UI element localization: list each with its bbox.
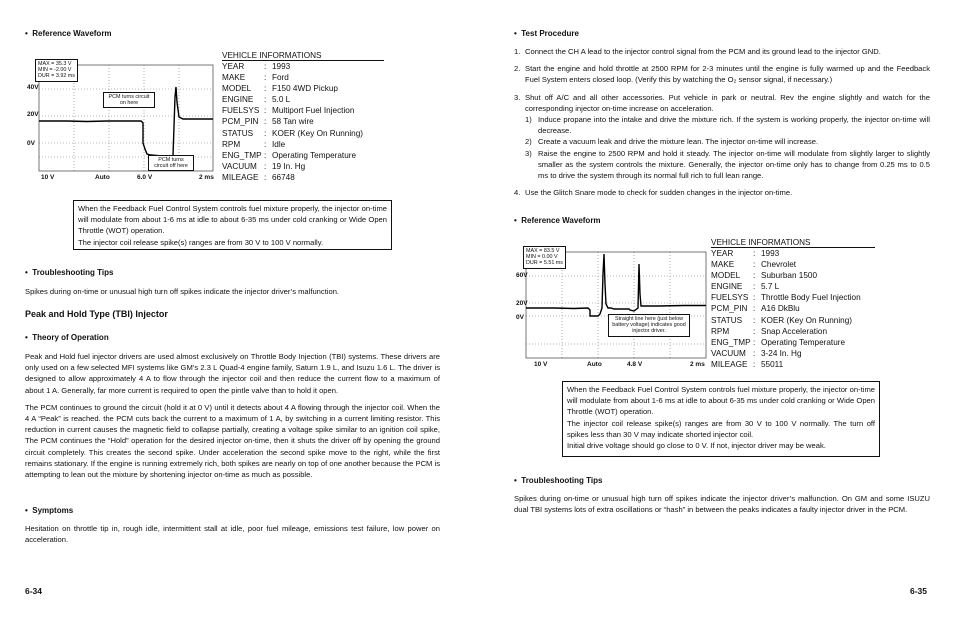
note-box-left [73,200,392,250]
y-label-20v: 20V [516,300,528,307]
callout-pcm-off: PCM turns circuit off here [148,155,194,171]
vehicle-info-table [222,61,384,183]
page-number-left: 6-34 [25,586,43,596]
vehicle-info-colon: : [264,161,267,171]
vehicle-info-colon: : [753,293,756,303]
vehicle-info-value: 1993 [761,249,780,258]
vehicle-info-key: YEAR [711,249,734,258]
vehicle-info-key: PCM_PIN [222,117,259,127]
vehicle-info-key: FUELSYS [222,106,260,116]
vehicle-info-key: ENGINE [711,282,743,292]
troubleshooting-heading-right: • Troubleshooting Tips [514,476,603,485]
vehicle-info-colon: : [264,73,267,83]
vehicle-info-row [222,105,384,116]
ref-waveform-heading-right: • Reference Waveform [514,216,601,225]
substep-item: 3) Raise the engine to 2500 RPM and hold it steady. The injector on-time will modulate from slightly larger to slightly smaller as the system controls the mixture. Generally, the injector on-time only has to change from 0.25 ms to 0.5 ms to drive the system through its normal full rich to full lean range. [525,148,930,181]
vehicle-info-value: 66748 [272,172,295,182]
vehicle-info-value: 58 Tan wire [272,117,314,127]
vehicle-info-value: Operating Temperature [761,337,846,347]
vehicle-info-key: MODEL [222,84,252,94]
step-item: 2. Start the engine and hold throttle at 2500 RPM for 2-3 minutes until the engine is fully warmed up and the Feedback Fuel System enters closed loop. (Verify this by watching the O₂ sensor signal, if necessary.) [514,64,930,85]
vehicle-info-colon: : [264,128,267,138]
step-item: 1. Connect the CH A lead to the injector control signal from the PCM and its ground lead to the injector GND. [514,47,881,56]
vehicle-info-row [222,83,384,94]
vehicle-info-value: Snap Acceleration [761,326,827,336]
vehicle-info-colon: : [753,271,756,281]
vehicle-info-value: Chevrolet [761,260,797,270]
vehicle-info-key: RPM [222,139,241,149]
theory-text [25,351,440,486]
vehicle-info-row [711,292,875,303]
symptoms-heading: • Symptoms [25,506,74,515]
vehicle-info-colon: : [753,337,756,347]
vehicle-info-colon: : [264,150,267,160]
vehicle-info-row [222,94,384,105]
vehicle-info-key: STATUS [222,128,254,138]
vehicle-info-row [711,259,875,270]
vehicle-info-key: PCM_PIN [711,304,748,314]
vehicle-info-title: VEHICLE INFORMATIONS [711,238,875,248]
vehicle-info-row [222,150,384,161]
vehicle-info-key: MILEAGE [711,359,748,369]
theory-paragraph: Peak and Hold fuel injector drivers are used almost exclusively on Throttle Body Injection (TBI) systems. These drivers are only used on a few selected MFI systems like GM’s 2.3 L Quad-4 engine family, Saturn 1.9 L, and Isuzu 1.6 L. The driver is designed to allow approximately 4 A to flow through the injector coil and then reduce the current flow to a maximum of about 1 A. Generally, far more current is required to open the pintle valve than to hold it open. [25,352,440,395]
page-number-right: 6-35 [910,586,928,596]
y-label-0v: 0V [27,140,35,147]
vehicle-info-row [222,72,384,83]
vehicle-info-value: KOER (Key On Running) [272,128,364,138]
vehicle-info-value: 5.0 L [272,95,291,105]
theory-heading: • Theory of Operation [25,333,109,342]
vehicle-info-value: F150 4WD Pickup [272,84,338,94]
vehicle-info-row [222,161,384,172]
vehicle-info-key: VACUUM [711,348,746,358]
vehicle-info-colon: : [264,106,267,116]
test-procedure-heading: • Test Procedure [514,29,579,38]
step-item: 3. Shut off A/C and all other accessories. Put vehicle in park or neutral. Rev the engine slightly and watch for the corresponding injector on-time increase on acceleration. [514,92,930,113]
waveform-scope-right [514,244,710,370]
note-line: When the Feedback Fuel Control System controls fuel mixture properly, the injector on-time will modulate from about 1-6 ms at idle to about 6-35 ms under cold cranking or Wide Open Throttle (WOT) operation. [567,385,875,417]
ref-waveform-heading-left: • Reference Waveform [25,29,112,38]
vehicle-info-value: Ford [272,73,289,83]
note-line: The injector coil release spike(s) ranges are from 30 V to 100 V normally. [78,237,324,247]
vehicle-info-value: 5.7 L [761,282,780,292]
vehicle-info-key: MAKE [222,73,246,83]
vehicle-info-colon: : [264,117,267,127]
y-label-60v: 60V [516,272,528,279]
note-box-right [562,381,880,457]
vehicle-info-value: 3-24 In. Hg [761,348,802,358]
vehicle-info-key: MAKE [711,260,735,270]
vehicle-info-key: MILEAGE [222,172,259,182]
vehicle-info-row [711,348,875,359]
waveform-stats-right: MAX = 83.5 V MIN = 0.00 V DUR = 5.51 ms [523,246,566,269]
waveform-stats-left: MAX = 35.3 V MIN = -2.00 V DUR = 3.92 ms [35,59,78,82]
vehicle-info-key: FUELSYS [711,293,749,303]
vehicle-info-key: ENG_TMP [711,337,751,347]
troubleshooting-text-right: Spikes during on-time or unusual high turn off spikes indicate the injector driver’s malfunction. On GM and some ISUZU dual TBI systems lots of extra oscillations or “hash” in between the peaks indicates a faulty injector driver in the PCM. [514,494,930,515]
vehicle-info-key: ENG_TMP [222,150,262,160]
note-line: Initial drive voltage should go close to 0 V. If not, injector driver may be weak. [567,441,826,451]
vehicle-info-value: KOER (Key On Running) [761,315,853,325]
substep-item: 1) Induce propane into the intake and drive the mixture rich. If the system is working properly, the injector on-time will decrease. [525,115,930,136]
x-label-time: 2 ms [690,361,705,368]
vehicle-info-value: 1993 [272,62,291,71]
vehicle-info-value: Suburban 1500 [761,271,817,281]
x-label-auto: Auto [587,361,602,368]
vehicle-info-right [711,238,875,370]
vehicle-info-value: Operating Temperature [272,150,357,160]
x-label-auto: Auto [95,174,110,181]
x-label-volts: 10 V [534,361,548,368]
vehicle-info-colon: : [753,326,756,336]
vehicle-info-row [711,270,875,281]
vehicle-info-key: ENGINE [222,95,254,105]
theory-paragraph: The PCM continues to ground the circuit (hold it at 0 V) until it detects about 4 A flowing through the injector coil. When the 4 A “Peak” is reached. the PCM cuts back the current to a maximum of 1 A, by switching in a current limiting resistor. This reduction in current causes the magnetic field to collapse partially, creating a voltage spike similar to an ignition coil spike, The PCM continues the “Hold” operation for the desired injector on-time, then it shuts the driver off by opening the ground circuit completely. This creates the second spike. Under acceleration the second spike move to the right, while the first remains stationary. If the engine is running extremely rich, both spikes are nearly on top of one another because the PCM is attempting to lean out the mixture by shortening injector on-time as much as possible. [25,402,440,480]
vehicle-info-colon: : [753,282,756,292]
vehicle-info-row [222,172,384,183]
substeps [514,114,930,181]
vehicle-info-key: RPM [711,326,730,336]
vehicle-info-value: Throttle Body Fuel Injection [761,293,861,303]
vehicle-info-row [222,139,384,150]
vehicle-info-colon: : [264,95,267,105]
callout-straight-line: Straight line here (just below battery voltage) indicates good injector driver. [608,314,690,337]
callout-pcm-on: PCM turns circuit on here [103,92,155,108]
symptoms-text: Hesitation on throttle tip in, rough idle, intermittent stall at idle, poor fuel mileage, emissions test failure, low power on acceleration. [25,524,440,545]
vehicle-info-row [222,116,384,127]
vehicle-info-colon: : [264,62,267,71]
vehicle-info-left [222,51,384,183]
vehicle-info-row [222,61,384,72]
x-label-time: 2 ms [199,174,214,181]
vehicle-info-value: Idle [272,139,286,149]
vehicle-info-table [711,248,875,370]
troubleshooting-text-left: Spikes during on-time or unusual high turn off spikes indicate the injector driver’s malfunction. [25,287,340,296]
y-label-40v: 40V [27,84,39,91]
vehicle-info-colon: : [753,249,756,258]
vehicle-info-value: A16 DkBlu [761,304,800,314]
section-title: Peak and Hold Type (TBI) Injector [25,309,168,319]
vehicle-info-row [711,248,875,259]
vehicle-info-key: STATUS [711,315,743,325]
x-label-volts: 10 V [41,174,55,181]
step-item: 4. Use the Glitch Snare mode to check for sudden changes in the injector on-time. [514,188,793,198]
vehicle-info-colon: : [753,315,756,325]
vehicle-info-key: VACUUM [222,161,257,171]
note-line: The injector coil release spike(s) ranges are from 30 V to 100 V normally. The turn off spikes less than 30 V may indicate shorted injector coil. [567,418,875,439]
vehicle-info-colon: : [753,348,756,358]
vehicle-info-colon: : [264,172,267,182]
vehicle-info-value: Multiport Fuel Injection [272,106,355,116]
vehicle-info-row [222,128,384,139]
vehicle-info-colon: : [264,84,267,94]
vehicle-info-colon: : [753,359,756,369]
vehicle-info-colon: : [753,260,756,270]
y-label-20v: 20V [27,111,39,118]
vehicle-info-colon: : [753,304,756,314]
vehicle-info-row [711,315,875,326]
vehicle-info-value: 19 In. Hg [272,161,306,171]
vehicle-info-colon: : [264,139,267,149]
troubleshooting-heading-left: • Troubleshooting Tips [25,268,114,277]
vehicle-info-row [711,326,875,337]
vehicle-info-key: YEAR [222,62,245,71]
substep-item: 2) Create a vacuum leak and drive the mixture lean. The injector on-time will increase. [525,137,819,147]
y-label-0v: 0V [516,314,524,321]
vehicle-info-value: 55011 [761,359,784,369]
vehicle-info-row [711,359,875,370]
x-label-trigger: 6.0 V [137,174,153,181]
waveform-scope-left [27,57,217,183]
note-line: When the Feedback Fuel Control System controls fuel mixture properly, the injector on-time will modulate from about 1-6 ms at idle to about 6-35 ms under cold cranking or Wide Open Throttle (WOT) operation. [78,204,387,236]
vehicle-info-row [711,337,875,348]
vehicle-info-row [711,281,875,292]
test-steps [514,46,930,204]
vehicle-info-row [711,303,875,314]
vehicle-info-key: MODEL [711,271,741,281]
vehicle-info-title: VEHICLE INFORMATIONS [222,51,384,61]
x-label-trigger: 4.8 V [627,361,643,368]
